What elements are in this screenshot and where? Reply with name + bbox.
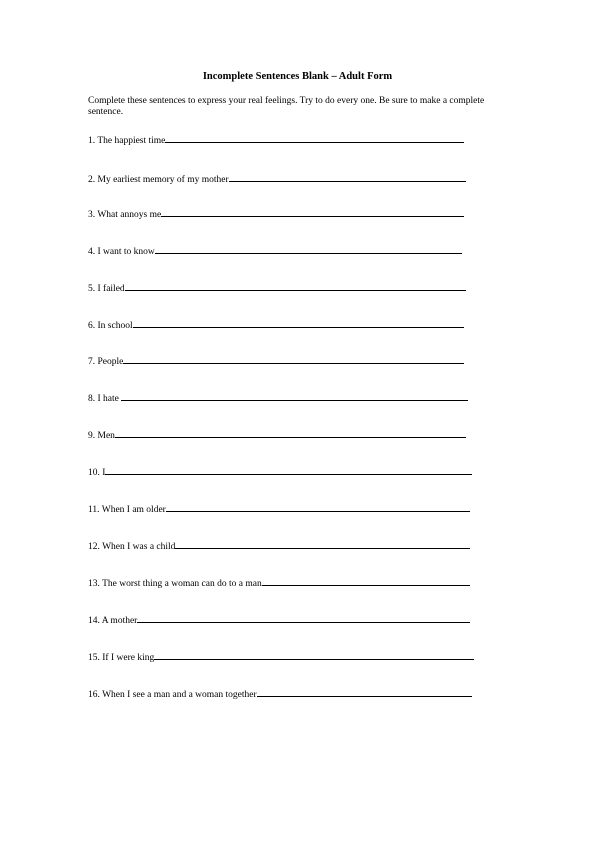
answer-blank[interactable]: [137, 613, 470, 623]
answer-blank[interactable]: [161, 207, 464, 217]
sentence-item-14: [88, 613, 470, 627]
sentence-item-1: [88, 133, 464, 147]
sentence-item-15: [88, 650, 474, 664]
sentence-prompt: 15. If I were king: [88, 653, 155, 663]
sentence-item-6: [88, 318, 464, 332]
sentence-item-7: [88, 354, 464, 368]
form-instructions: Complete these sentences to express your real feelings. Try to do every one. Be sure to make a complete sentence.: [88, 96, 485, 117]
sentence-prompt: 12. When I was a child: [88, 542, 176, 552]
answer-blank[interactable]: [165, 133, 464, 143]
answer-blank[interactable]: [229, 172, 466, 182]
sentence-prompt: 10. I: [88, 468, 106, 478]
sentence-prompt: 3. What annoys me: [88, 210, 162, 220]
sentence-item-8: [88, 391, 468, 405]
sentence-item-12: [88, 539, 470, 553]
sentence-prompt: 4. I want to know: [88, 247, 155, 257]
sentence-prompt: 2. My earliest memory of my mother: [88, 175, 229, 185]
sentence-prompt: 1. The happiest time: [88, 136, 166, 146]
answer-blank[interactable]: [155, 244, 462, 254]
answer-blank[interactable]: [105, 465, 472, 475]
answer-blank[interactable]: [121, 391, 468, 401]
sentence-prompt: 5. I failed: [88, 284, 125, 294]
sentence-item-11: [88, 502, 470, 516]
answer-blank[interactable]: [125, 281, 466, 291]
sentence-prompt: 9. Men: [88, 431, 115, 441]
sentence-item-13: [88, 576, 470, 590]
answer-blank[interactable]: [175, 539, 470, 549]
sentence-prompt: 14. A mother: [88, 616, 138, 626]
sentence-prompt: 7. People: [88, 357, 124, 367]
answer-blank[interactable]: [262, 576, 470, 586]
sentence-prompt: 13. The worst thing a woman can do to a man: [88, 579, 262, 589]
answer-blank[interactable]: [123, 354, 464, 364]
answer-blank[interactable]: [115, 428, 466, 438]
form-title: Incomplete Sentences Blank – Adult Form: [202, 71, 393, 82]
answer-blank[interactable]: [154, 650, 474, 660]
sentence-item-10: [88, 465, 472, 479]
answer-blank[interactable]: [257, 687, 472, 697]
sentence-prompt: 6. In school: [88, 321, 133, 331]
answer-blank[interactable]: [133, 318, 464, 328]
sentence-item-16: [88, 687, 472, 701]
answer-blank[interactable]: [166, 502, 470, 512]
sentence-item-2: [88, 172, 466, 186]
sentence-item-4: [88, 244, 462, 258]
sentence-item-5: [88, 281, 466, 295]
sentence-prompt: 16. When I see a man and a woman together: [88, 690, 257, 700]
sentence-item-9: [88, 428, 466, 442]
sentence-prompt: 11. When I am older: [88, 505, 166, 515]
sentence-prompt: 8. I hate: [88, 394, 122, 404]
sentence-item-3: [88, 207, 464, 221]
